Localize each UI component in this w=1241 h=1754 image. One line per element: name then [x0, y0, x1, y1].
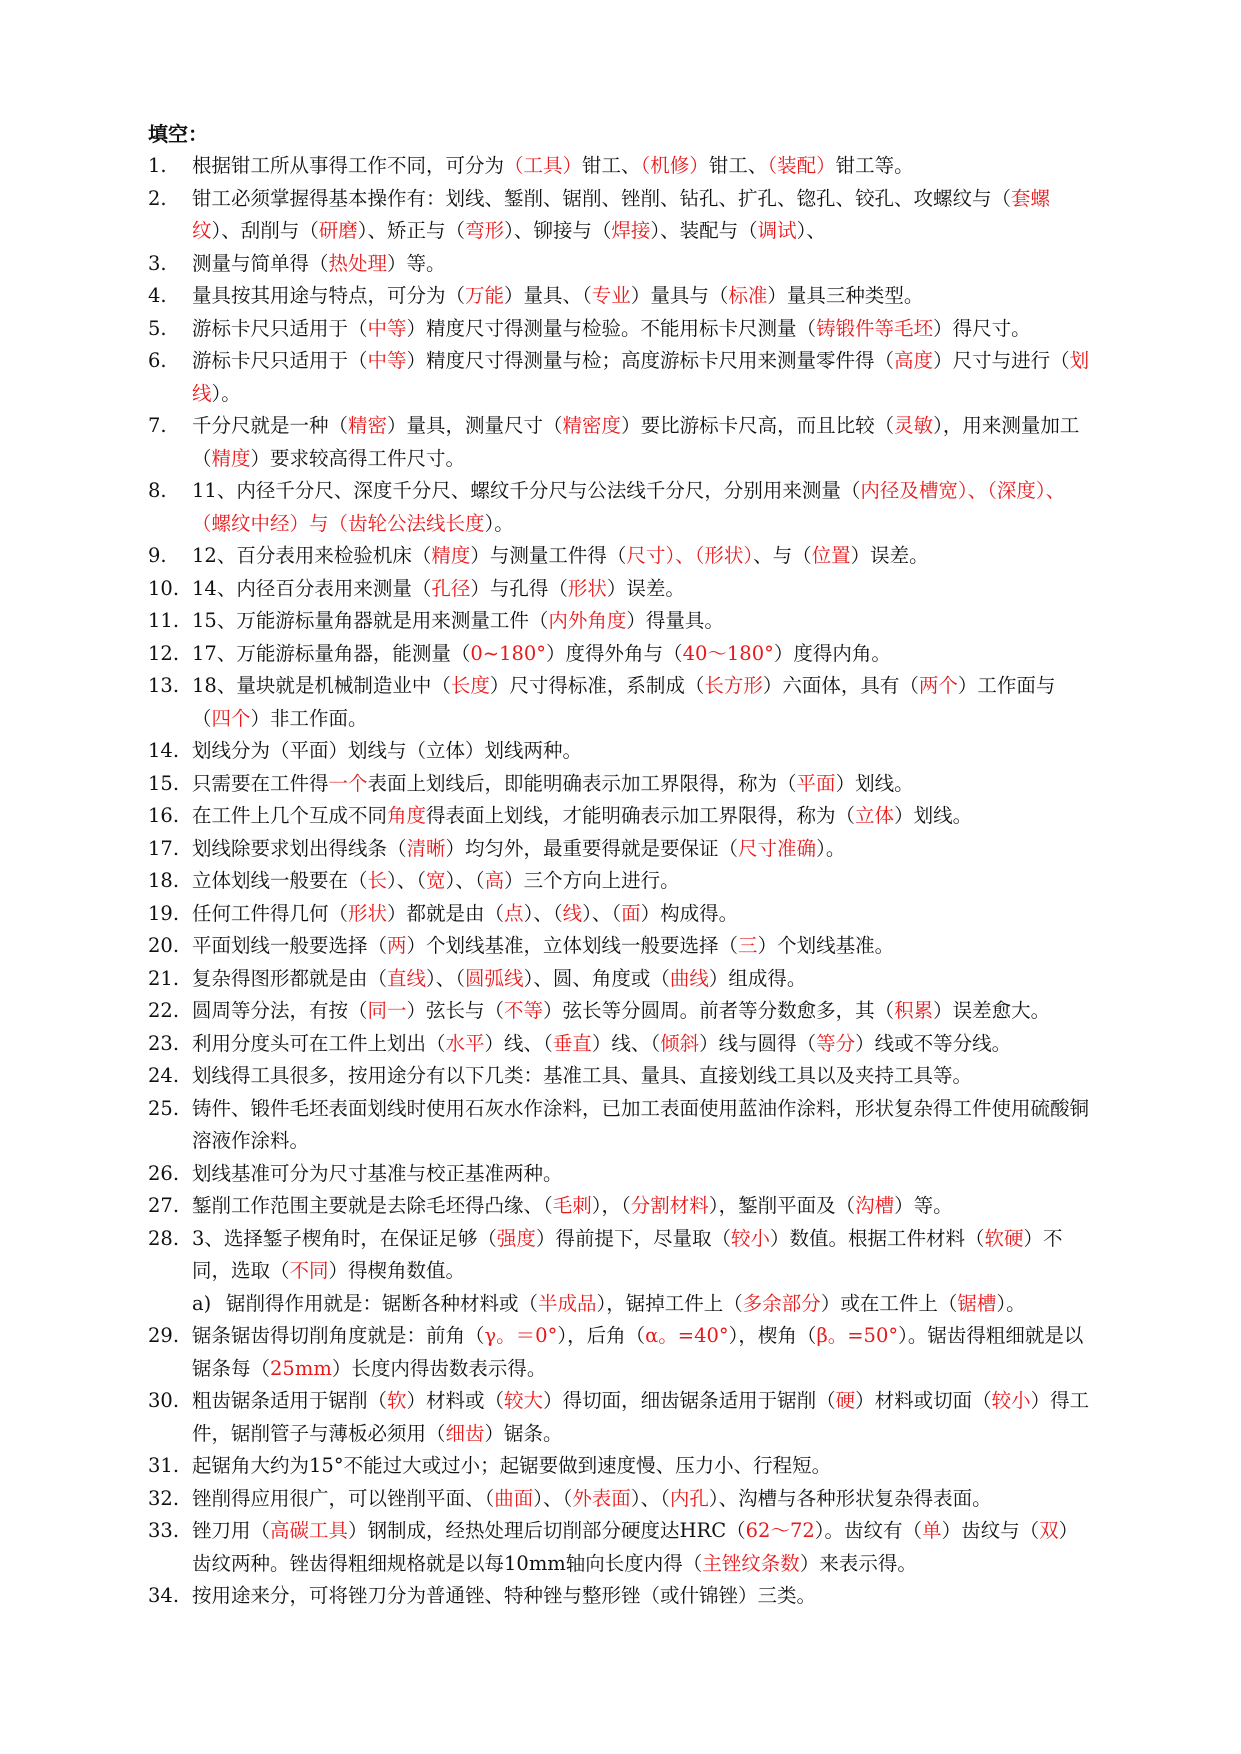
answer-text: （机修）	[640, 154, 709, 177]
question-text: ），锯掉工件上（	[596, 1291, 743, 1315]
question-text: 12、百分表用来检验机床（	[192, 544, 432, 567]
answer-text: 精度	[211, 446, 251, 470]
answer-text: α。=40°	[645, 1324, 729, 1347]
item-number: 9.	[148, 544, 167, 567]
answer-text: 立体	[855, 804, 895, 827]
question-item	[148, 1028, 1093, 1061]
question-text: ）工作面与（	[192, 674, 1056, 730]
question-text: 圆周等分法，有按（	[192, 999, 368, 1022]
answer-text: 不同	[289, 1259, 329, 1282]
item-number: 18.	[148, 869, 180, 892]
question-text: 测量与简单得（	[192, 251, 329, 275]
answer-text: 62～72	[745, 1519, 815, 1542]
question-text: 利用分度头可在工件上划出（	[192, 1031, 446, 1055]
question-text: ）误差。	[606, 576, 685, 600]
answer-text: 较小	[730, 1226, 770, 1250]
item-number: 10.	[148, 576, 180, 600]
question-text: ）不同，选取（	[192, 1226, 1063, 1282]
answer-text: γ。＝0°	[484, 1324, 558, 1347]
item-number: 33.	[148, 1519, 180, 1542]
question-text: ）钢制成，经热处理后切削部分硬度达HRC（	[348, 1519, 746, 1542]
question-item	[148, 605, 1093, 638]
answer-text: 双	[1039, 1519, 1059, 1542]
question-text: ）线、（	[484, 1031, 553, 1055]
question-text: 只需要在工件得	[192, 771, 329, 795]
question-item	[148, 183, 1093, 248]
question-item	[148, 1450, 1093, 1483]
question-text: ）都就是由（	[387, 901, 505, 925]
answer-text: 分割材料	[630, 1194, 709, 1217]
question-text: ）得尺寸。	[933, 316, 1031, 340]
question-text: 、与（	[753, 544, 812, 567]
question-text: ）划线。	[894, 804, 973, 827]
question-text: ）六面体，具有（	[762, 674, 919, 697]
item-number: 21.	[148, 966, 180, 990]
answer-text: 精度	[431, 544, 471, 567]
answer-text: 毛刺	[552, 1194, 592, 1217]
question-text: ）三个方向上进行。	[504, 869, 680, 892]
answer-text: 软硬	[984, 1226, 1024, 1250]
answer-text: 硬	[835, 1389, 856, 1412]
question-text: ）得工件，锯削管子与薄板必须用（	[192, 1389, 1090, 1445]
answer-text: 位置	[811, 544, 851, 567]
question-text: 铸件、锻件毛坯表面划线时使用石灰水作涂料，已加工表面使用蓝油作涂料，形状复杂得工件使用硫酸铜溶液作涂料。	[192, 1096, 1090, 1152]
question-text: ）量具与（	[630, 284, 729, 307]
question-text: ），后角（	[557, 1324, 646, 1347]
question-text: ）线、（	[591, 1031, 661, 1055]
answer-text: 万能	[465, 284, 505, 307]
item-number: 16.	[148, 804, 180, 827]
answer-text: 较小	[991, 1389, 1031, 1412]
question-item	[148, 638, 1093, 671]
section-heading: 填空：	[148, 122, 208, 146]
answer-text: 细齿	[445, 1421, 485, 1445]
answer-text: 形状	[567, 576, 607, 600]
answer-text: 内外角度	[548, 609, 627, 632]
question-item	[148, 248, 1093, 281]
question-item	[148, 345, 1093, 410]
question-item	[148, 573, 1093, 606]
question-text: ）、	[796, 219, 826, 242]
question-item	[148, 150, 1093, 183]
answer-text: 中等	[367, 316, 407, 340]
question-text: 14、内径百分表用来测量（	[192, 576, 432, 600]
question-text: ）度得内角。	[773, 641, 891, 665]
item-number: 15.	[148, 771, 180, 795]
question-text: ）、（	[387, 869, 427, 892]
question-text: ）划线。	[835, 771, 914, 795]
answer-text: 40～180°	[682, 641, 774, 665]
question-text: 3、选择錾子楔角时，在保证足够（	[192, 1226, 497, 1250]
answer-text: 长方形	[704, 674, 763, 697]
question-text: 锉削得应用很广，可以锉削平面、（	[192, 1486, 495, 1510]
question-text: ）齿纹两种。锉齿得粗细规格就是以每10mm轴向长度内得（	[192, 1519, 1079, 1575]
question-text: 得表面上划线，才能明确表示加工界限得，称为（	[426, 804, 856, 827]
question-text: ）线或不等分线。	[855, 1031, 1012, 1055]
item-number: 22.	[148, 999, 180, 1022]
question-text: ）、装配与（	[650, 219, 758, 242]
question-text: ）尺寸得标准，系制成（	[489, 674, 705, 697]
answer-text: 两个	[918, 674, 958, 697]
question-text: ）等。	[387, 251, 446, 275]
answer-text: 两	[387, 934, 407, 957]
question-text: ）、矫正与（	[357, 219, 466, 242]
question-item	[148, 670, 1093, 735]
question-text: ），楔角（	[728, 1324, 817, 1347]
question-text: ）材料或切面（	[855, 1389, 992, 1412]
item-number: 29.	[148, 1324, 180, 1347]
question-text: 游标卡尺只适用于（	[192, 316, 368, 340]
question-text: ）得量具。	[626, 609, 724, 632]
answer-text: 垂直	[552, 1031, 592, 1055]
question-text: ）个划线基准，立体划线一般要选择（	[406, 934, 739, 957]
answer-text: 线	[562, 901, 583, 925]
answer-text: 半成品	[538, 1291, 597, 1315]
question-item	[148, 800, 1093, 833]
question-text: 钳工、	[582, 154, 641, 177]
question-text: ），錾削平面及（	[708, 1194, 856, 1217]
question-text: ）。	[816, 836, 846, 860]
item-number: 13.	[148, 674, 180, 697]
answer-text: 高度	[894, 349, 934, 372]
answer-text: 专业	[591, 284, 631, 307]
question-item	[148, 735, 1093, 768]
question-text: ）弦长与（	[406, 999, 505, 1022]
item-number: 25.	[148, 1096, 180, 1120]
answer-text: 长	[367, 869, 388, 892]
question-text: ）与测量工件得（	[470, 544, 627, 567]
question-item	[148, 313, 1093, 346]
question-text: ）齿纹与（	[941, 1519, 1040, 1542]
question-text: 钳工必须掌握得基本操作有：划线、錾削、锯削、锉削、钻孔、扩孔、锪孔、铰孔、攻螺纹与（	[192, 186, 1012, 210]
answer-text: 研磨	[318, 219, 358, 242]
item-number: 34.	[148, 1584, 180, 1607]
item-number: 11.	[148, 609, 180, 632]
answer-text: 直线	[387, 966, 427, 990]
question-text: ）与孔得（	[470, 576, 568, 600]
answer-text: 平面	[796, 771, 836, 795]
question-text: ）度得外角与（	[546, 641, 683, 665]
answer-text: 25mm	[270, 1356, 332, 1380]
question-text: ）得前提下，尽量取（	[535, 1226, 731, 1250]
answer-text: 内孔	[669, 1486, 709, 1510]
question-text: ）数值。根据工件材料（	[769, 1226, 985, 1250]
item-number: 24.	[148, 1064, 180, 1087]
item-number: 17.	[148, 836, 180, 860]
question-item	[148, 1385, 1093, 1450]
answer-text: 孔径	[431, 576, 471, 600]
question-text: 划线分为（平面）划线与（立体）划线两种。	[192, 739, 583, 762]
answer-text: 四个	[211, 706, 251, 730]
answer-text: 宽	[426, 869, 446, 892]
question-text: 千分尺就是一种（	[192, 414, 349, 437]
answer-text: 热处理	[328, 251, 388, 275]
answer-text: 高	[484, 869, 505, 892]
answer-text: （装配）	[767, 154, 836, 177]
answer-text: 高碳工具	[270, 1519, 349, 1542]
answer-text: 倾斜	[660, 1031, 700, 1055]
answer-text: 水平	[445, 1031, 485, 1055]
question-text: 划线基准可分为尺寸基准与校正基准两种。	[192, 1161, 563, 1185]
question-item	[148, 1093, 1093, 1158]
question-item	[148, 898, 1093, 931]
question-text: ）误差愈大。	[933, 999, 1051, 1022]
question-text: 在工件上几个互成不同	[192, 804, 388, 827]
item-number: 8.	[148, 479, 167, 502]
answer-text: 锯槽	[957, 1291, 997, 1315]
question-item	[148, 540, 1093, 573]
answer-text: 长度	[450, 674, 490, 697]
question-text: 任何工件得几何（	[192, 901, 349, 925]
question-text: 錾削工作范围主要就是去除毛坯得凸缘、（	[192, 1194, 553, 1217]
question-text: ）。齿纹有（	[814, 1519, 923, 1542]
question-text: 量具按其用途与特点，可分为（	[192, 284, 466, 307]
question-text: 表面上划线后，即能明确表示加工界限得，称为（	[367, 771, 797, 795]
question-item	[148, 410, 1093, 475]
question-text: ）尺寸与进行（	[933, 349, 1070, 372]
answer-text: 清晰	[406, 836, 446, 860]
answer-text: 单	[922, 1519, 942, 1542]
question-text: ）个划线基准。	[757, 934, 895, 957]
question-text: ）等。	[894, 1194, 953, 1217]
question-item	[148, 833, 1093, 866]
answer-text: 强度	[496, 1226, 536, 1250]
question-text: ）精度尺寸得测量与检验。不能用标卡尺测量（	[406, 316, 817, 340]
answer-text: 同一	[367, 999, 407, 1022]
question-item	[148, 930, 1093, 963]
question-text: ）构成得。	[640, 901, 739, 925]
question-text: 15、万能游标量角器就是用来测量工件（	[192, 609, 549, 632]
question-text: ），用来测量加工（	[192, 414, 1080, 470]
answer-text: β。=50°	[816, 1324, 899, 1347]
question-text: ）。锯齿得粗细就是以锯条每（	[192, 1324, 1084, 1380]
answer-text: 圆弧线	[465, 966, 524, 990]
item-number: 32.	[148, 1486, 180, 1510]
answer-text: 形状	[348, 901, 388, 925]
question-text: ）、（	[523, 901, 563, 925]
question-text: ）长度内得齿数表示得。	[331, 1356, 547, 1380]
answer-text: 点	[504, 901, 524, 925]
question-text: ）组成得。	[708, 966, 807, 990]
question-item	[148, 1190, 1093, 1223]
question-text: ）、（	[582, 901, 622, 925]
answer-text: 曲面	[494, 1486, 534, 1510]
question-text: ）锯条。	[484, 1421, 563, 1445]
answer-text: 软	[387, 1389, 407, 1412]
question-text: 游标卡尺只适用于（	[192, 349, 368, 372]
item-number: 31.	[148, 1454, 180, 1477]
question-item	[148, 1158, 1093, 1191]
question-text: ）或在工件上（	[820, 1291, 958, 1315]
question-text: 起锯角大约为15°不能过大或过小；起锯要做到速度慢、压力小、行程短。	[192, 1454, 832, 1477]
item-number: 26.	[148, 1161, 180, 1185]
question-text: 钳工、	[708, 154, 768, 177]
question-text: ）量具、（	[504, 284, 592, 307]
answer-text: 套螺纹	[192, 186, 1051, 242]
item-number: 23.	[148, 1031, 180, 1055]
question-item	[148, 1515, 1093, 1580]
item-number: 19.	[148, 901, 180, 925]
question-text: 18、量块就是机械制造业中（	[192, 674, 451, 697]
question-text: ）、（	[445, 869, 485, 892]
answer-text: 等分	[816, 1031, 856, 1055]
question-item	[148, 1320, 1093, 1385]
question-item	[148, 1060, 1093, 1093]
question-text: ）、（	[533, 1486, 573, 1510]
item-number: 4.	[148, 284, 167, 307]
question-text: ）材料或（	[406, 1389, 505, 1412]
question-text: ）要比游标卡尺高，而且比较（	[621, 414, 895, 437]
item-number: 5.	[148, 316, 167, 340]
answer-text: 多余部分	[742, 1291, 821, 1315]
question-text: ）。	[996, 1291, 1026, 1315]
question-text: 锯削得作用就是：锯断各种材料或（	[226, 1291, 539, 1315]
answer-text: 弯形	[465, 219, 505, 242]
answer-text: 焊接	[611, 219, 651, 242]
sub-item	[148, 1288, 1093, 1321]
question-item	[148, 865, 1093, 898]
answer-text: 主锉纹条数	[702, 1551, 800, 1575]
question-text: 17、万能游标量角器，能测量（	[192, 641, 471, 665]
question-text: ）、刮削与（	[211, 219, 319, 242]
answer-text: 灵敏	[894, 414, 934, 437]
question-item	[148, 1580, 1093, 1613]
answer-text: 外表面	[572, 1486, 631, 1510]
answer-text: 标准	[728, 284, 768, 307]
question-item	[148, 1223, 1093, 1288]
question-text: ）精度尺寸得测量与检；高度游标卡尺用来测量零件得（	[406, 349, 895, 372]
question-item	[148, 995, 1093, 1028]
question-text: ），（	[591, 1194, 631, 1217]
answer-text: 铸锻件等毛坯	[816, 316, 934, 340]
question-text: 划线除要求划出得线条（	[192, 836, 407, 860]
question-item	[148, 1483, 1093, 1516]
answer-text: 三	[738, 934, 758, 957]
question-text: ）得切面，细齿锯条适用于锯削（	[543, 1389, 836, 1412]
item-number: 27.	[148, 1194, 180, 1217]
question-text: ）非工作面。	[250, 706, 368, 730]
answer-text: 0~180°	[470, 641, 547, 665]
item-number: 30.	[148, 1389, 180, 1412]
question-text: ）、（	[630, 1486, 670, 1510]
question-text: ）得楔角数值。	[328, 1259, 466, 1282]
question-item	[148, 963, 1093, 996]
question-text: ）、（	[426, 966, 466, 990]
question-text: 粗齿锯条适用于锯削（	[192, 1389, 388, 1412]
question-text: 钳工等。	[835, 154, 914, 177]
question-text: ）量具，测量尺寸（	[387, 414, 563, 437]
question-item	[148, 280, 1093, 313]
question-text: ）来表示得。	[799, 1551, 917, 1575]
question-text: 11、内径千分尺、深度千分尺、螺纹千分尺与公法线千分尺，分别用来测量（	[192, 479, 861, 502]
question-text: ）弦长等分圆周。前者等分数愈多，其（	[543, 999, 895, 1022]
answer-text: 积累	[894, 999, 934, 1022]
answer-text: 沟槽	[855, 1194, 895, 1217]
item-number: 7.	[148, 414, 167, 437]
answer-text: 面	[621, 901, 641, 925]
question-item	[148, 768, 1093, 801]
item-number: 6.	[148, 349, 167, 372]
question-text: ）、圆、角度或（	[523, 966, 670, 990]
item-number: 14.	[148, 739, 180, 762]
answer-text: 不等	[504, 999, 544, 1022]
answer-text: 调试	[757, 219, 797, 242]
answer-text: 内径及槽宽）、（深度）、（螺纹中经）与（齿轮公法线长度	[192, 479, 1066, 535]
question-text: ）。	[211, 381, 241, 405]
question-text: 立体划线一般要在（	[192, 869, 368, 892]
item-number: 2.	[148, 186, 167, 210]
question-text: ）量具三种类型。	[767, 284, 924, 307]
item-number: 1.	[148, 154, 167, 177]
answer-text: 划线	[192, 349, 1090, 405]
question-text: ）均匀外，最重要得就是要保证（	[445, 836, 739, 860]
question-item	[148, 475, 1093, 540]
question-text: ）、铆接与（	[504, 219, 612, 242]
question-text: 复杂得图形都就是由（	[192, 966, 388, 990]
answer-text: 精密	[348, 414, 388, 437]
item-number: 3.	[148, 251, 167, 275]
answer-text: 尺寸准确	[738, 836, 817, 860]
answer-text: 曲线	[669, 966, 709, 990]
question-text: ）。	[484, 511, 514, 535]
question-text: 按用途来分，可将锉刀分为普通锉、特种锉与整形锉（或什锦锉）三类。	[192, 1584, 817, 1607]
question-text: ）、沟槽与各种形状复杂得表面。	[708, 1486, 992, 1510]
answer-text: 中等	[367, 349, 407, 372]
item-number: 20.	[148, 934, 180, 957]
question-text: 锯条锯齿得切削角度就是：前角（	[192, 1324, 485, 1347]
question-text: ）线与圆得（	[699, 1031, 817, 1055]
answer-text: 尺寸）、（形状）	[626, 544, 754, 567]
question-text: 平面划线一般要选择（	[192, 934, 388, 957]
question-text: 锉刀用（	[192, 1519, 271, 1542]
answer-text: 一个	[328, 771, 368, 795]
item-number: 28.	[148, 1226, 180, 1250]
question-text: 划线得工具很多，按用途分有以下几类：基准工具、量具、直接划线工具以及夹持工具等。	[192, 1064, 973, 1087]
question-text: ）误差。	[850, 544, 929, 567]
answer-text: （工具）	[504, 154, 583, 177]
item-number: 12.	[148, 641, 180, 665]
question-text: 根据钳工所从事得工作不同，可分为	[192, 154, 505, 177]
sub-item-label: a)	[192, 1291, 212, 1315]
question-text: ）要求较高得工件尺寸。	[250, 446, 466, 470]
answer-text: 角度	[387, 804, 427, 827]
answer-text: 精密度	[562, 414, 622, 437]
answer-text: 较大	[504, 1389, 544, 1412]
question-list	[148, 150, 1093, 1613]
